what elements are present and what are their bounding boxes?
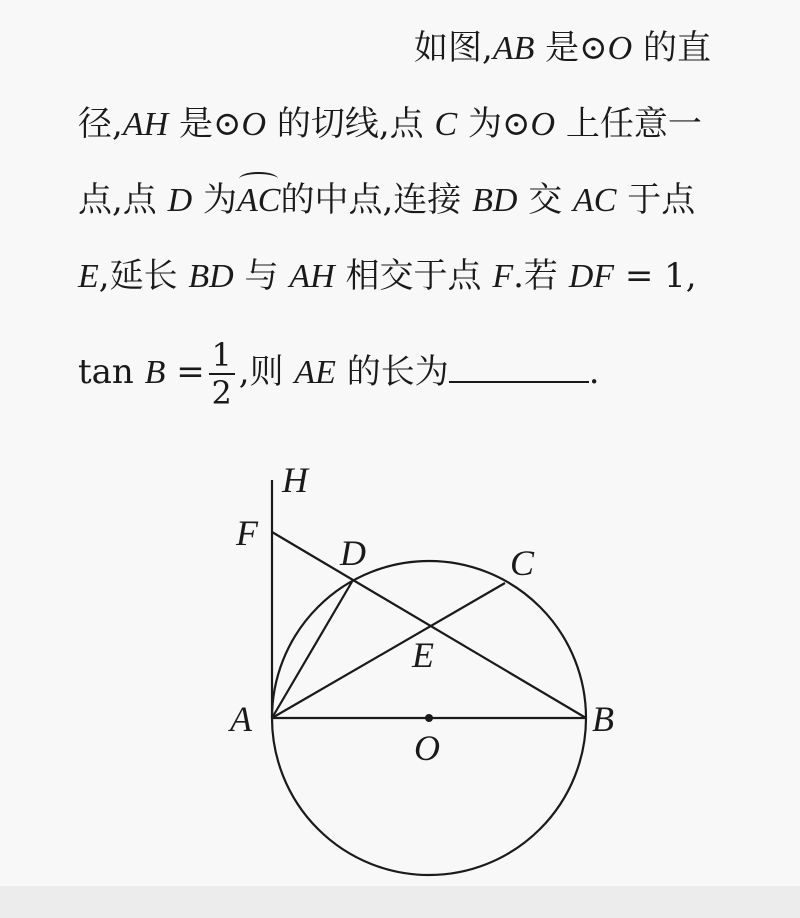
- math-var: DF: [568, 258, 615, 295]
- text-segment: 交: [517, 180, 574, 220]
- math-var: AH: [289, 258, 335, 295]
- text-segment: =: [165, 352, 205, 392]
- text-segment: 的中点,连接: [280, 180, 473, 220]
- math-var: AC: [237, 182, 281, 219]
- text-segment: 是: [534, 28, 580, 68]
- text-segment: 于点: [616, 180, 696, 220]
- math-var: O: [241, 106, 267, 143]
- math-var: F: [492, 258, 514, 295]
- text-segment: 是: [168, 104, 213, 144]
- math-var: AC: [573, 182, 617, 219]
- text-segment: ,则: [238, 352, 295, 392]
- text-segment: 如图,: [414, 28, 493, 68]
- text-segment: 径,: [78, 104, 123, 144]
- math-var: O: [530, 106, 556, 143]
- fraction-denominator: 2: [211, 374, 232, 412]
- chord-ad: [272, 580, 353, 718]
- circle-symbol: ⊙: [579, 28, 608, 68]
- text-segment: 为: [457, 104, 502, 144]
- math-var: BD: [188, 258, 234, 295]
- center-point-o: [425, 714, 433, 722]
- text-segment: 与: [233, 256, 290, 296]
- text-segment: ,延长: [98, 256, 189, 296]
- label-d: D: [340, 533, 366, 573]
- text-segment: 为: [192, 180, 237, 220]
- math-var: AH: [122, 106, 169, 143]
- label-c: C: [510, 543, 535, 583]
- text-segment: .: [588, 352, 600, 392]
- page-bottom-strip: [0, 886, 800, 918]
- math-var: O: [607, 30, 633, 67]
- text-segment: 的长为: [335, 352, 449, 392]
- text-segment: .若: [513, 256, 569, 296]
- text-segment: 的切线,点: [266, 104, 435, 144]
- math-var: E: [78, 258, 99, 295]
- text-segment: tan: [78, 352, 145, 392]
- label-e: E: [412, 635, 434, 675]
- fraction-numerator: 1: [211, 336, 232, 374]
- text-segment: 上任意一: [555, 104, 702, 144]
- text-segment: 的直: [632, 28, 712, 68]
- circle-symbol: ⊙: [212, 104, 242, 144]
- text-segment: 点,点: [78, 180, 168, 220]
- circle-symbol: ⊙: [501, 104, 531, 144]
- label-b: B: [592, 699, 614, 739]
- label-f: F: [236, 513, 258, 553]
- label-a: A: [230, 699, 252, 739]
- math-var: D: [167, 182, 193, 219]
- math-var: AE: [294, 354, 336, 391]
- text-segment: = 1,: [614, 256, 697, 296]
- text-segment: 相交于点: [334, 256, 493, 296]
- math-var: C: [434, 106, 458, 143]
- math-var: B: [144, 354, 166, 391]
- label-o: O: [414, 728, 440, 768]
- math-var: BD: [472, 182, 518, 219]
- label-h: H: [282, 460, 308, 500]
- math-var: AB: [492, 30, 535, 67]
